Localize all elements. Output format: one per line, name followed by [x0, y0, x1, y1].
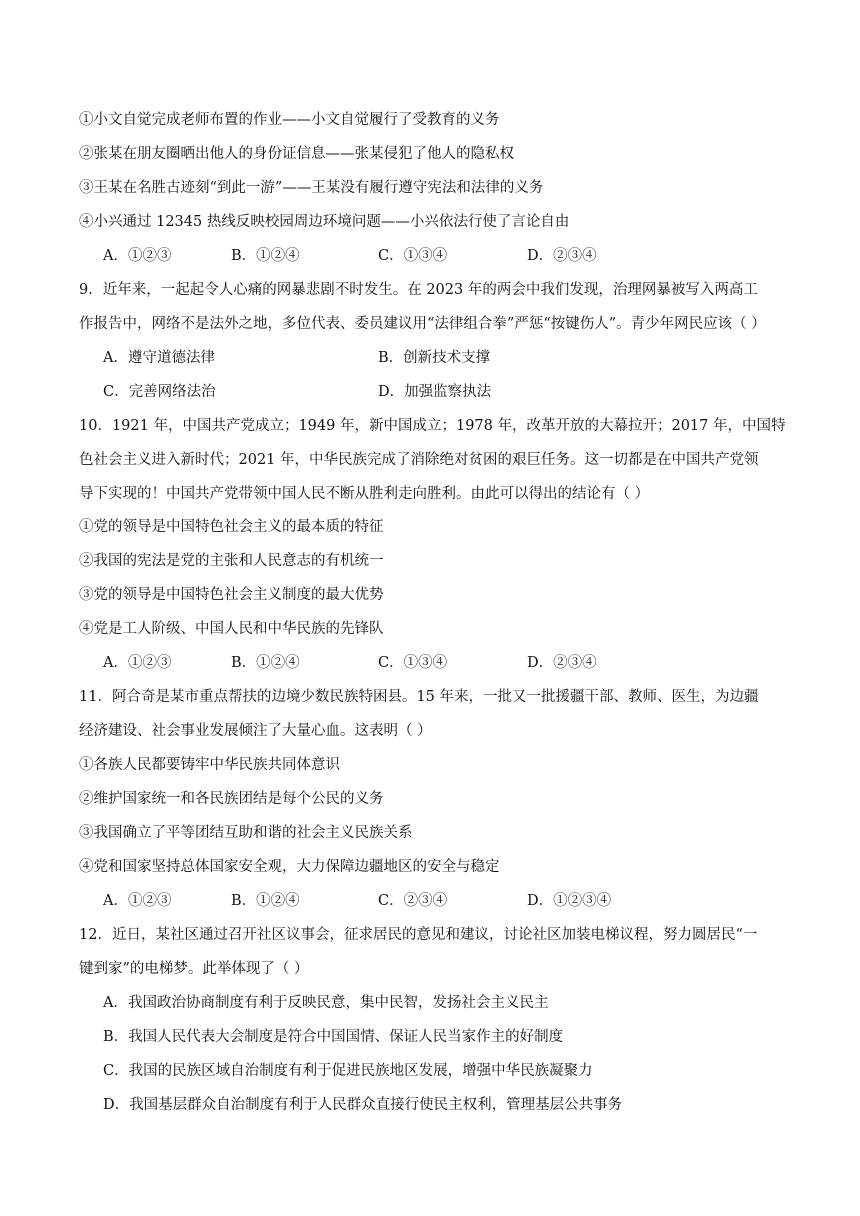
q11-option-c: C．②③④ — [378, 893, 448, 909]
q11-statement-1: ①各族人民都要铸牢中华民族共同体意识 — [79, 757, 340, 773]
q9-option-a: A．遵守道德法律 — [103, 350, 215, 366]
q12-stem-line-1: 12．近日，某社区通过召开社区议事会，征求居民的意见和建议，讨论社区加装电梯议程，努力圆居民“一 — [79, 927, 758, 943]
q11-option-a: A．①②③ — [103, 893, 172, 909]
q10-stem-line-3: 导下实现的！中国共产党带领中国人民不断从胜利走向胜利。由此可以得出的结论有（ ） — [79, 486, 650, 502]
q9-option-d: D．加强监察执法 — [378, 384, 492, 400]
q9-stem-line-1: 9．近年来，一起起令人心痛的网暴悲剧不时发生。在 2023 年的两会中我们发现，治理网暴被写入两高工 — [79, 282, 758, 298]
q10-stem-line-2: 色社会主义进入新时代；2021 年，中华民族完成了消除绝对贫困的艰巨任务。这一切都是在中国共产党领 — [79, 452, 759, 468]
q10-option-d: D．②③④ — [527, 655, 597, 671]
q12-option-c: C．我国的民族区域自治制度有利于促进民族地区发展，增强中华民族凝聚力 — [103, 1063, 593, 1079]
q11-stem-line-1: 11．阿合奇是某市重点帮扶的边境少数民族特困县。15 年来，一批又一批援疆干部、教师、医生，为边疆 — [79, 689, 759, 705]
q9-option-b: B．创新技术支撑 — [378, 350, 491, 366]
q8-statement-4: ④小兴通过 12345 热线反映校园周边环境问题——小兴依法行使了言论自由 — [79, 214, 570, 230]
q9-stem-line-2: 作报告中，网络不是法外之地，多位代表、委员建议用“法律组合拳”严惩“按键伤人”。青少年网民应该（ ） — [79, 316, 766, 332]
q9-option-c: C．完善网络法治 — [103, 384, 216, 400]
q10-option-a: A．①②③ — [103, 655, 172, 671]
q11-statement-2: ②维护国家统一和各民族团结是每个公民的义务 — [79, 791, 384, 807]
q10-option-c: C．①③④ — [378, 655, 448, 671]
q11-statement-4: ④党和国家坚持总体国家安全观，大力保障边疆地区的安全与稳定 — [79, 859, 500, 875]
q10-stem-line-1: 10．1921 年，中国共产党成立；1949 年，新中国成立；1978 年，改革开放的大幕拉开；2017 年，中国特 — [79, 418, 786, 434]
q8-option-a: A．①②③ — [103, 248, 172, 264]
q8-statement-3: ③王某在名胜古迹刻“到此一游”——王某没有履行遵守宪法和法律的义务 — [79, 180, 544, 196]
q10-statement-1: ①党的领导是中国特色社会主义的最本质的特征 — [79, 519, 384, 535]
q10-statement-3: ③党的领导是中国特色社会主义制度的最大优势 — [79, 587, 384, 603]
q10-statement-4: ④党是工人阶级、中国人民和中华民族的先锋队 — [79, 621, 384, 637]
q12-option-b: B．我国人民代表大会制度是符合中国国情、保证人民当家作主的好制度 — [103, 1029, 564, 1045]
q11-stem-line-2: 经济建设、社会事业发展倾注了大量心血。这表明（ ） — [79, 723, 432, 739]
q12-stem-line-2: 键到家”的电梯梦。此举体现了（ ） — [79, 961, 309, 977]
q8-statement-1: ①小文自觉完成老师布置的作业——小文自觉履行了受教育的义务 — [79, 112, 500, 128]
q8-option-d: D．②③④ — [527, 248, 597, 264]
q8-statement-2: ②张某在朋友圈晒出他人的身份证信息——张某侵犯了他人的隐私权 — [79, 146, 514, 162]
q10-statement-2: ②我国的宪法是党的主张和人民意志的有机统一 — [79, 553, 384, 569]
q10-option-b: B．①②④ — [231, 655, 300, 671]
q11-option-b: B．①②④ — [231, 893, 300, 909]
q11-option-d: D．①②③④ — [527, 893, 612, 909]
q8-option-c: C．①③④ — [378, 248, 448, 264]
q12-option-a: A．我国政治协商制度有利于反映民意，集中民智，发扬社会主义民主 — [103, 995, 549, 1011]
q12-option-d: D．我国基层群众自治制度有利于人民群众直接行使民主权利，管理基层公共事务 — [103, 1097, 623, 1113]
q8-option-b: B．①②④ — [231, 248, 300, 264]
q11-statement-3: ③我国确立了平等团结互助和谐的社会主义民族关系 — [79, 825, 413, 841]
